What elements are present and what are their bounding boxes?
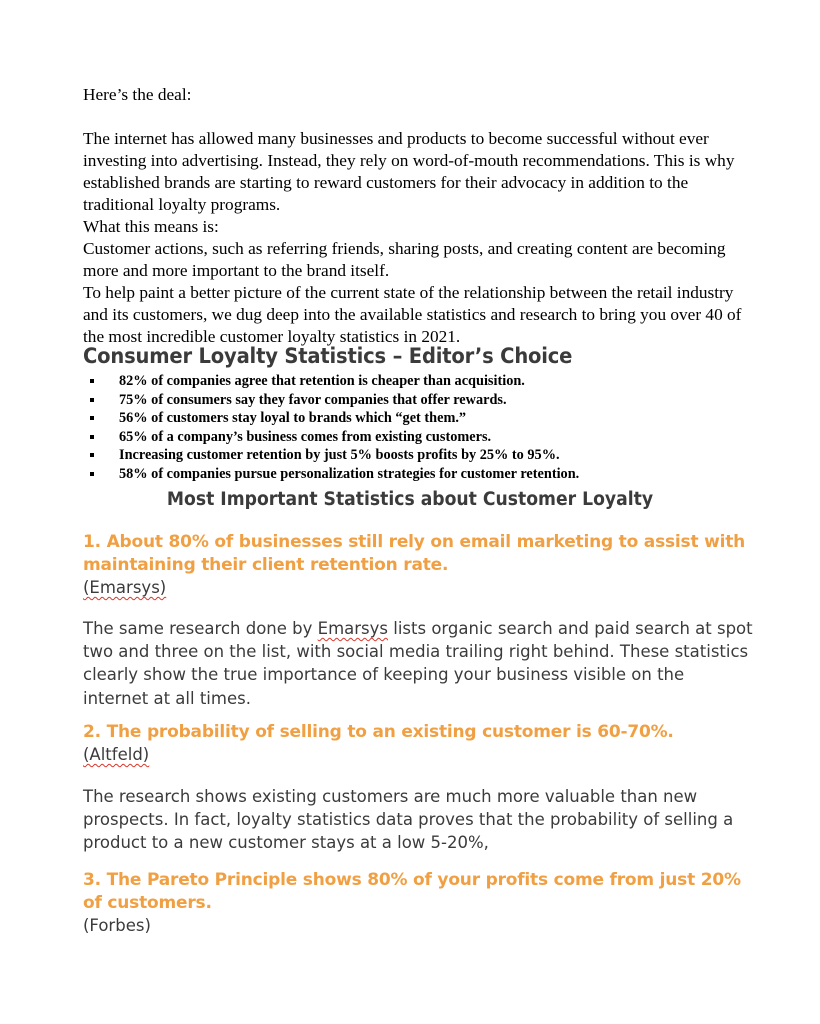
list-item-text: 58% of companies pursue personalization strategies for customer retention. xyxy=(119,465,580,482)
bullet-square-icon xyxy=(90,472,94,476)
stat-2-source xyxy=(83,744,753,766)
list-item xyxy=(89,465,579,484)
source-link[interactable]: (Altfeld) xyxy=(83,745,150,764)
intro-paragraph-2: What this means is: xyxy=(83,217,219,236)
intro-lead: Here’s the deal: xyxy=(83,85,192,104)
editors-choice-heading: Consumer Loyalty Statistics – Editor’s Choice xyxy=(83,344,573,368)
stat-3-title: 3. The Pareto Principle shows 80% of your profits come from just 20% of customers. xyxy=(83,870,741,913)
bullet-square-icon xyxy=(90,398,94,402)
intro-paragraph-4: To help paint a better picture of the current state of the relationship between the retail industry and its customers, we dug deep into the available statistics and research to bring you over 40 of the most incredible customer loyalty statistics in 2021. xyxy=(83,283,742,346)
list-item xyxy=(89,428,579,447)
stat-3-source: (Forbes) xyxy=(83,916,151,935)
intro-section xyxy=(83,84,753,348)
emarsys-link[interactable]: Emarsys xyxy=(317,619,389,638)
stat-2-body xyxy=(83,785,753,855)
list-item xyxy=(89,372,579,391)
intro-paragraph-3: Customer actions, such as referring friends, sharing posts, and creating content are becoming more and more important to the brand itself. xyxy=(83,239,726,280)
stat-1 xyxy=(83,531,753,599)
list-item-text: 56% of customers stay loyal to brands which “get them.” xyxy=(119,410,467,427)
stat-1-source xyxy=(83,577,753,599)
source-link[interactable]: (Emarsys) xyxy=(83,578,167,597)
body-text-pre: The same research done by xyxy=(83,619,318,638)
stat-2-body-text: The research shows existing customers are much more valuable than new prospects. In fact, loyalty statistics data proves that the probability of selling a product to a new customer stays at a low 5-20%, xyxy=(83,787,734,853)
stat-2-title: 2. The probability of selling to an existing customer is 60-70%. xyxy=(83,722,674,742)
body-text-post: lists organic search and paid search at spot two and three on the list, with social media trailing right behind. These statistics clearly show the true importance of keeping your business visible on the internet at all times. xyxy=(83,619,753,708)
list-item-text: 75% of consumers say they favor companies that offer rewards. xyxy=(119,391,507,408)
intro-paragraph-1: The internet has allowed many businesses and products to become successful without ever investing into advertising. Instead, they rely on word-of-mouth recommendations. This is why established brands are starting to reward customers for their advocacy in addition to the traditional loyalty programs. xyxy=(83,129,735,214)
editors-choice-list xyxy=(89,372,579,484)
stat-1-title: 1. About 80% of businesses still rely on email marketing to assist with maintaining their client retention rate. xyxy=(83,532,746,575)
list-item-text: 82% of companies agree that retention is cheaper than acquisition. xyxy=(119,373,525,389)
stat-1-body xyxy=(83,617,753,710)
list-item-text: 65% of a company’s business comes from existing customers. xyxy=(119,428,492,445)
bullet-square-icon xyxy=(90,435,94,439)
bullet-square-icon xyxy=(90,416,94,420)
list-item-text: Increasing customer retention by just 5% boosts profits by 25% to 95%. xyxy=(119,447,560,464)
bullet-square-icon xyxy=(90,453,94,457)
bullet-square-icon xyxy=(90,379,94,383)
list-item xyxy=(89,391,579,410)
spacer xyxy=(83,106,753,128)
stat-1-body-text xyxy=(83,617,753,710)
important-stats-heading: Most Important Statistics about Customer Loyalty xyxy=(166,489,654,510)
list-item xyxy=(89,446,579,465)
stat-3 xyxy=(83,869,753,937)
stat-2 xyxy=(83,721,753,766)
list-item xyxy=(89,409,579,428)
